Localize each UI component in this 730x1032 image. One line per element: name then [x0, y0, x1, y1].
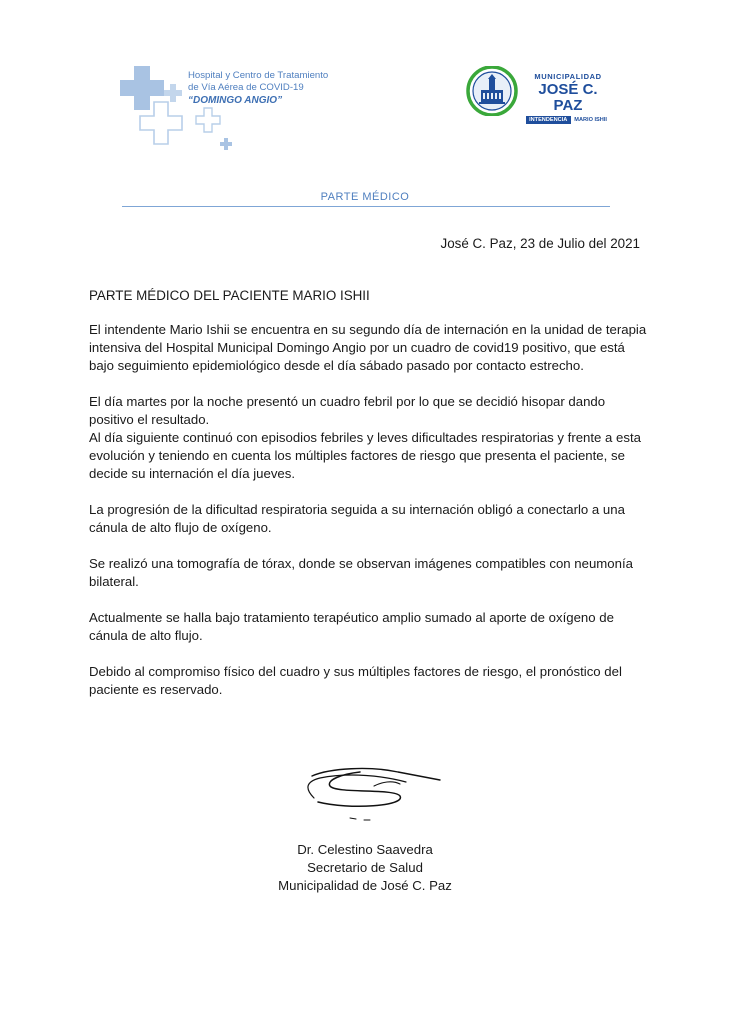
paragraph: Debido al compromiso físico del cuadro y sus múltiples factores de riesgo, el pronóstico del paciente es reservado. [89, 664, 622, 697]
municipality-name-block [522, 72, 614, 125]
paragraph: Se realizó una tomografía de tórax, donde se observan imágenes compatibles con neumonía bilateral. [89, 556, 633, 589]
hospital-line-1: Hospital y Centro de Tratamiento [188, 70, 329, 81]
paragraph: El día martes por la noche presentó un cuadro febril por lo que se decidió hisopar dando positivo el resultado. [89, 394, 606, 427]
municipality-logo [466, 66, 616, 123]
hospital-name: “DOMINGO ANGIO” [188, 95, 283, 106]
letter-body [89, 321, 649, 717]
paragraph: Al día siguiente continuó con episodios febriles y leves dificultades respiratorias y frente a esta evolución y teniendo en cuenta los múltiples factores de riesgo que presenta el paciente, se decide su internación el día jueves. [89, 430, 641, 481]
paragraph: La progresión de la dificultad respiratoria seguida a su internación obligó a conectarlo a una cánula de alto flujo de oxígeno. [89, 502, 625, 535]
signer-office: Municipalidad de José C. Paz [278, 878, 452, 893]
paragraph: El intendente Mario Ishii se encuentra en su segundo día de internación en la unidad de terapia intensiva del Hospital Municipal Domingo Angio por un cuadro de covid19 positivo, que está bajo seguimiento epidemiológico desde el día sábado pasado por contacto estrecho. [89, 322, 647, 373]
municipality-mayor-bar [522, 116, 614, 125]
paragraph: Actualmente se halla bajo tratamiento terapéutico amplio sumado al aporte de oxígeno de cánula de alto flujo. [89, 610, 614, 643]
hospital-logo [120, 62, 360, 162]
letter-date: José C. Paz, 23 de Julio del 2021 [440, 236, 640, 251]
letter-title: PARTE MÉDICO DEL PACIENTE MARIO ISHII [89, 288, 370, 303]
intendencia-label: INTENDENCIA [526, 116, 570, 124]
municipal-seal-icon [466, 66, 518, 116]
hospital-line-2: de Vía Aérea de COVID-19 [188, 82, 304, 93]
mayor-name: MARIO ISHII [570, 116, 610, 124]
signer-name: Dr. Celestino Saavedra [297, 842, 433, 857]
signer-position: Secretario de Salud [307, 860, 423, 875]
hospital-name-block [188, 70, 328, 107]
signer-block [260, 841, 470, 895]
section-divider [122, 206, 610, 207]
section-heading: PARTE MÉDICO [320, 191, 410, 203]
handwritten-signature [290, 762, 450, 826]
municipality-city: JOSÉ C. PAZ [538, 81, 598, 114]
municipality-word: MUNICIPALIDAD [534, 72, 602, 81]
